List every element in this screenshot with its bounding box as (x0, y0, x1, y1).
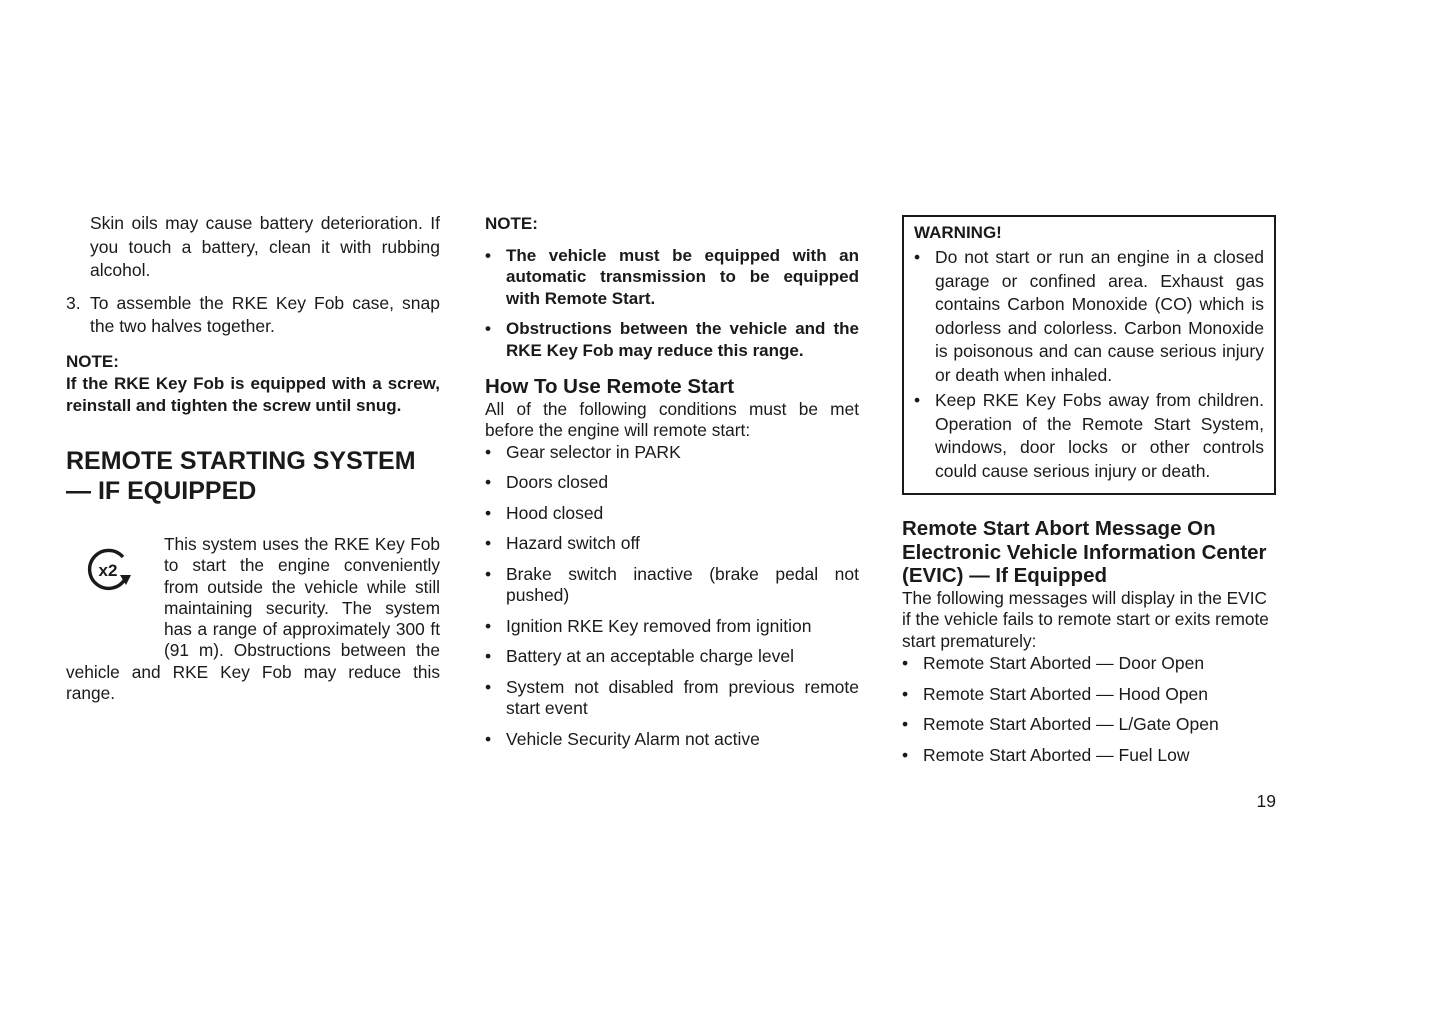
bullet: • (485, 533, 492, 553)
list-item-text: Gear selector in PARK (506, 441, 681, 462)
middle-column (485, 212, 859, 759)
list-item-text: Remote Start Aborted — L/Gate Open (923, 714, 1219, 734)
bullet: • (485, 502, 492, 523)
bullet: • (485, 441, 492, 462)
list-item-text: Do not start or run an engine in a closed garage or confined area. Exhaust gas contains Carbon Monoxide (CO) which is odorless and colorless. Carbon Monoxide is poisonous and can cause serious injury or death when inhaled. (935, 247, 1264, 385)
warning-box (902, 215, 1276, 495)
bullet: • (485, 245, 491, 265)
note-text: If the RKE Key Fob is equipped with a screw, reinstall and tighten the screw until snug. (66, 374, 440, 415)
list-item-text: System not disabled from previous remote start event (506, 676, 859, 718)
conditions-list (485, 442, 859, 751)
battery-paragraph: Skin oils may cause battery deterioration. If you touch a battery, clean it with rubbing alcohol. (90, 213, 440, 280)
list-item-text: Ignition RKE Key removed from ignition (506, 615, 812, 636)
bullet: • (902, 744, 909, 765)
right-column (902, 212, 1276, 774)
note-list (485, 245, 859, 362)
list-item-text: The vehicle must be equipped with an automatic transmission to be equipped with Remote Start. (506, 245, 859, 308)
section-title-line2: — IF EQUIPPED (66, 477, 257, 505)
warning-list (914, 246, 1264, 483)
bullet: • (902, 683, 909, 704)
bullet: • (485, 646, 492, 666)
list-item (485, 442, 859, 464)
section-title-line1: REMOTE STARTING SYSTEM (66, 447, 416, 475)
list-item (485, 729, 859, 751)
list-item-text: Keep RKE Key Fobs away from children. Operation of the Remote Start System, windows, door locks or other controls could cause serious injury or death. (935, 390, 1264, 481)
list-item (485, 564, 859, 607)
list-item-text: Remote Start Aborted — Fuel Low (923, 744, 1190, 765)
list-item (485, 646, 859, 668)
list-item (485, 533, 859, 555)
bullet: • (485, 676, 492, 697)
bullet: • (914, 247, 921, 267)
bullet: • (485, 728, 492, 749)
list-item-text: Doors closed (506, 472, 609, 492)
bullet: • (902, 714, 909, 734)
bullet: • (902, 653, 909, 673)
list-item-text: Hood closed (506, 502, 604, 523)
list-item-text: Battery at an acceptable charge level (506, 646, 794, 666)
section-title (66, 446, 440, 506)
list-item-text: Vehicle Security Alarm not active (506, 728, 760, 749)
message-list (902, 652, 1276, 767)
icon-label: x2 (98, 561, 118, 580)
list-item (914, 246, 1264, 387)
list-item-text: Remote Start Aborted — Hood Open (923, 683, 1209, 704)
list-item (485, 616, 859, 638)
page-number: 19 (1256, 791, 1276, 811)
step-3 (66, 292, 440, 339)
list-item (902, 744, 1276, 767)
conditions-intro: All of the following conditions must be met before the engine will remote start: (485, 398, 859, 440)
list-item-text: Brake switch inactive (brake pedal not pushed) (506, 563, 859, 605)
list-item (902, 683, 1276, 706)
note-label: NOTE: (66, 351, 119, 371)
list-item (485, 503, 859, 525)
list-item (914, 389, 1264, 483)
bullet: • (914, 390, 921, 410)
left-column (66, 212, 440, 704)
list-item (485, 677, 859, 720)
evic-intro: The following messages will display in the EVIC if the vehicle fails to remote start or exits remote start prematurely: (902, 587, 1269, 651)
list-item (485, 472, 859, 494)
intro-text: This system uses the RKE Key Fob to start the engine conveniently from outside the vehicle while still maintaining security. The system has a range of approximately 300 ft (91 m). Obstructions between the vehicle and RKE Key Fob may reduce this range. (66, 534, 440, 704)
warning-title: WARNING! (914, 223, 1002, 242)
remote-start-icon (66, 534, 164, 642)
list-item-text: Remote Start Aborted — Door Open (923, 653, 1205, 673)
list-item (485, 245, 859, 310)
bullet: • (485, 563, 492, 584)
note-label: NOTE: (485, 214, 538, 233)
step-text: To assemble the RKE Key Fob case, snap the two halves together. (90, 292, 440, 336)
list-item-text: Hazard switch off (506, 533, 640, 553)
evic-title: Remote Start Abort Message On Electronic Vehicle Information Center (EVIC) — If Equipped (902, 517, 1267, 587)
step-number: 3. (66, 292, 81, 313)
list-item (902, 652, 1276, 675)
remote-start-intro (66, 534, 440, 704)
bullet: • (485, 615, 492, 636)
list-item (902, 713, 1276, 736)
subsection-title: How To Use Remote Start (485, 375, 735, 398)
bullet: • (485, 319, 491, 338)
bullet: • (485, 472, 492, 492)
list-item-text: Obstructions between the vehicle and the RKE Key Fob may reduce this range. (506, 319, 859, 360)
list-item (485, 318, 859, 361)
